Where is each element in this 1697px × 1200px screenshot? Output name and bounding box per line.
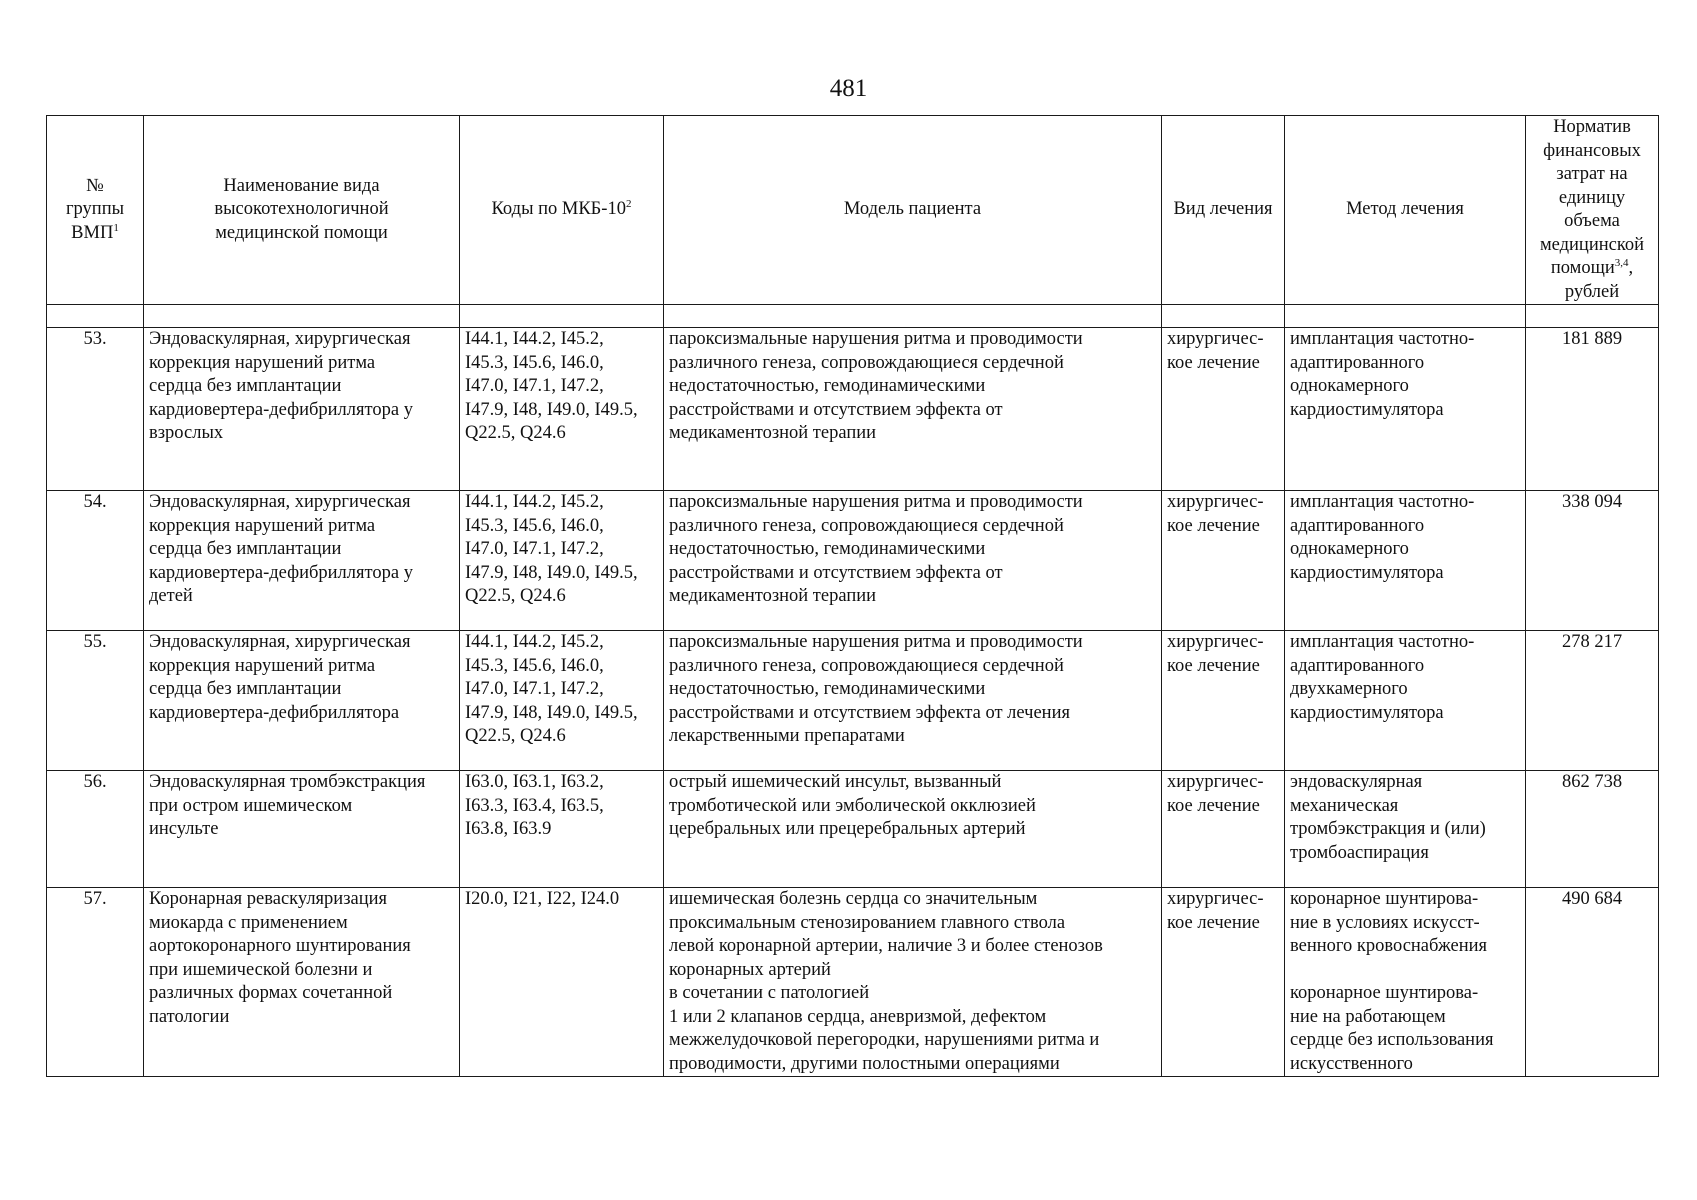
icd-codes: I63.0, I63.1, I63.2, I63.3, I63.4, I63.5, I63.8, I63.9 [460, 771, 664, 888]
table-spacer-row [47, 305, 1659, 328]
treatment-type: хирургичес- кое лечение [1162, 328, 1285, 491]
cost-norm: 862 738 [1526, 771, 1659, 888]
icd-codes: I44.1, I44.2, I45.2, I45.3, I45.6, I46.0, I47.0, I47.1, I47.2, I47.9, I48, I49.0, I49.5, Q22.5, Q24.6 [460, 491, 664, 631]
care-type-name: Эндоваскулярная, хирургическая коррекция нарушений ритма сердца без имплантации кардиовертера-дефибриллятора у детей [144, 491, 460, 631]
table-row [47, 491, 1659, 631]
treatment-type: хирургичес- кое лечение [1162, 771, 1285, 888]
cost-norm: 338 094 [1526, 491, 1659, 631]
row-number: 55. [47, 631, 144, 771]
icd-codes: I44.1, I44.2, I45.2, I45.3, I45.6, I46.0, I47.0, I47.1, I47.2, I47.9, I48, I49.0, I49.5, Q22.5, Q24.6 [460, 631, 664, 771]
treatment-method: имплантация частотно- адаптированного однокамерного кардиостимулятора [1285, 328, 1526, 491]
header-cost-norm: Норматив финансовых затрат на единицу объема медицинской помощи$^{3,4}$, рублей [1526, 116, 1659, 305]
treatment-type: хирургичес- кое лечение [1162, 631, 1285, 771]
header-icd-codes: Коды по МКБ-$10^2$ [460, 116, 664, 305]
care-type-name: Эндоваскулярная, хирургическая коррекция нарушений ритма сердца без имплантации кардиовертера-дефибриллятора [144, 631, 460, 771]
row-number: 56. [47, 771, 144, 888]
treatment-method: имплантация частотно- адаптированного однокамерного кардиостимулятора [1285, 491, 1526, 631]
treatment-method: коронарное шунтирова- ние в условиях искусст- венного кровоснабжения коронарное шунтирова- ние на работающем сердце без использования искусственного [1285, 888, 1526, 1077]
cost-norm: 490 684 [1526, 888, 1659, 1077]
cost-norm: 181 889 [1526, 328, 1659, 491]
treatment-type: хирургичес- кое лечение [1162, 888, 1285, 1077]
table-row [47, 888, 1659, 1077]
vmp-table [46, 115, 1659, 1077]
header-group-number: № группы ВМП$^1$ [47, 116, 144, 305]
patient-model: пароксизмальные нарушения ритма и проводимости различного генеза, сопровождающиеся сердечной недостаточностью, гемодинамическими расстройствами и отсутствием эффекта от медикаментозной терапии [664, 491, 1162, 631]
patient-model: пароксизмальные нарушения ритма и проводимости различного генеза, сопровождающиеся сердечной недостаточностью, гемодинамическими расстройствами и отсутствием эффекта от медикаментозной терапии [664, 328, 1162, 491]
header-care-type-name: Наименование вида высокотехнологичной медицинской помощи [144, 116, 460, 305]
care-type-name: Эндоваскулярная тромбэкстракция при остром ишемическом инсульте [144, 771, 460, 888]
header-treatment-type: Вид лечения [1162, 116, 1285, 305]
row-number: 54. [47, 491, 144, 631]
treatment-type: хирургичес- кое лечение [1162, 491, 1285, 631]
treatment-method: эндоваскулярная механическая тромбэкстракция и (или) тромбоаспирация [1285, 771, 1526, 888]
patient-model: пароксизмальные нарушения ритма и проводимости различного генеза, сопровождающиеся сердечной недостаточностью, гемодинамическими расстройствами и отсутствием эффекта от лечения лекарственными препаратами [664, 631, 1162, 771]
table-row [47, 328, 1659, 491]
care-type-name: Эндоваскулярная, хирургическая коррекция нарушений ритма сердца без имплантации кардиовертера-дефибриллятора у взрослых [144, 328, 460, 491]
table-header-row [47, 116, 1659, 305]
treatment-method: имплантация частотно- адаптированного двухкамерного кардиостимулятора [1285, 631, 1526, 771]
table-row [47, 631, 1659, 771]
page-number: 481 [829, 75, 868, 102]
cost-norm: 278 217 [1526, 631, 1659, 771]
row-number: 57. [47, 888, 144, 1077]
header-treatment-method: Метод лечения [1285, 116, 1526, 305]
table-row [47, 771, 1659, 888]
row-number: 53. [47, 328, 144, 491]
header-patient-model: Модель пациента [664, 116, 1162, 305]
icd-codes: I44.1, I44.2, I45.2, I45.3, I45.6, I46.0, I47.0, I47.1, I47.2, I47.9, I48, I49.0, I49.5, Q22.5, Q24.6 [460, 328, 664, 491]
care-type-name: Коронарная реваскуляризация миокарда с применением аортокоронарного шунтирования при ишемической болезни и различных формах сочетанной патологии [144, 888, 460, 1077]
patient-model: ишемическая болезнь сердца со значительным проксимальным стенозированием главного ствола левой коронарной артерии, наличие 3 и более стенозов коронарных артерий в сочетании с патологией 1 или 2 клапанов сердца, аневризмой, дефектом межжелудочковой перегородки, нарушениями ритма и проводимости, другими полостными операциями [664, 888, 1162, 1077]
icd-codes: I20.0, I21, I22, I24.0 [460, 888, 664, 1077]
patient-model: острый ишемический инсульт, вызванный тромботической или эмболической окклюзией церебральных или прецеребральных артерий [664, 771, 1162, 888]
